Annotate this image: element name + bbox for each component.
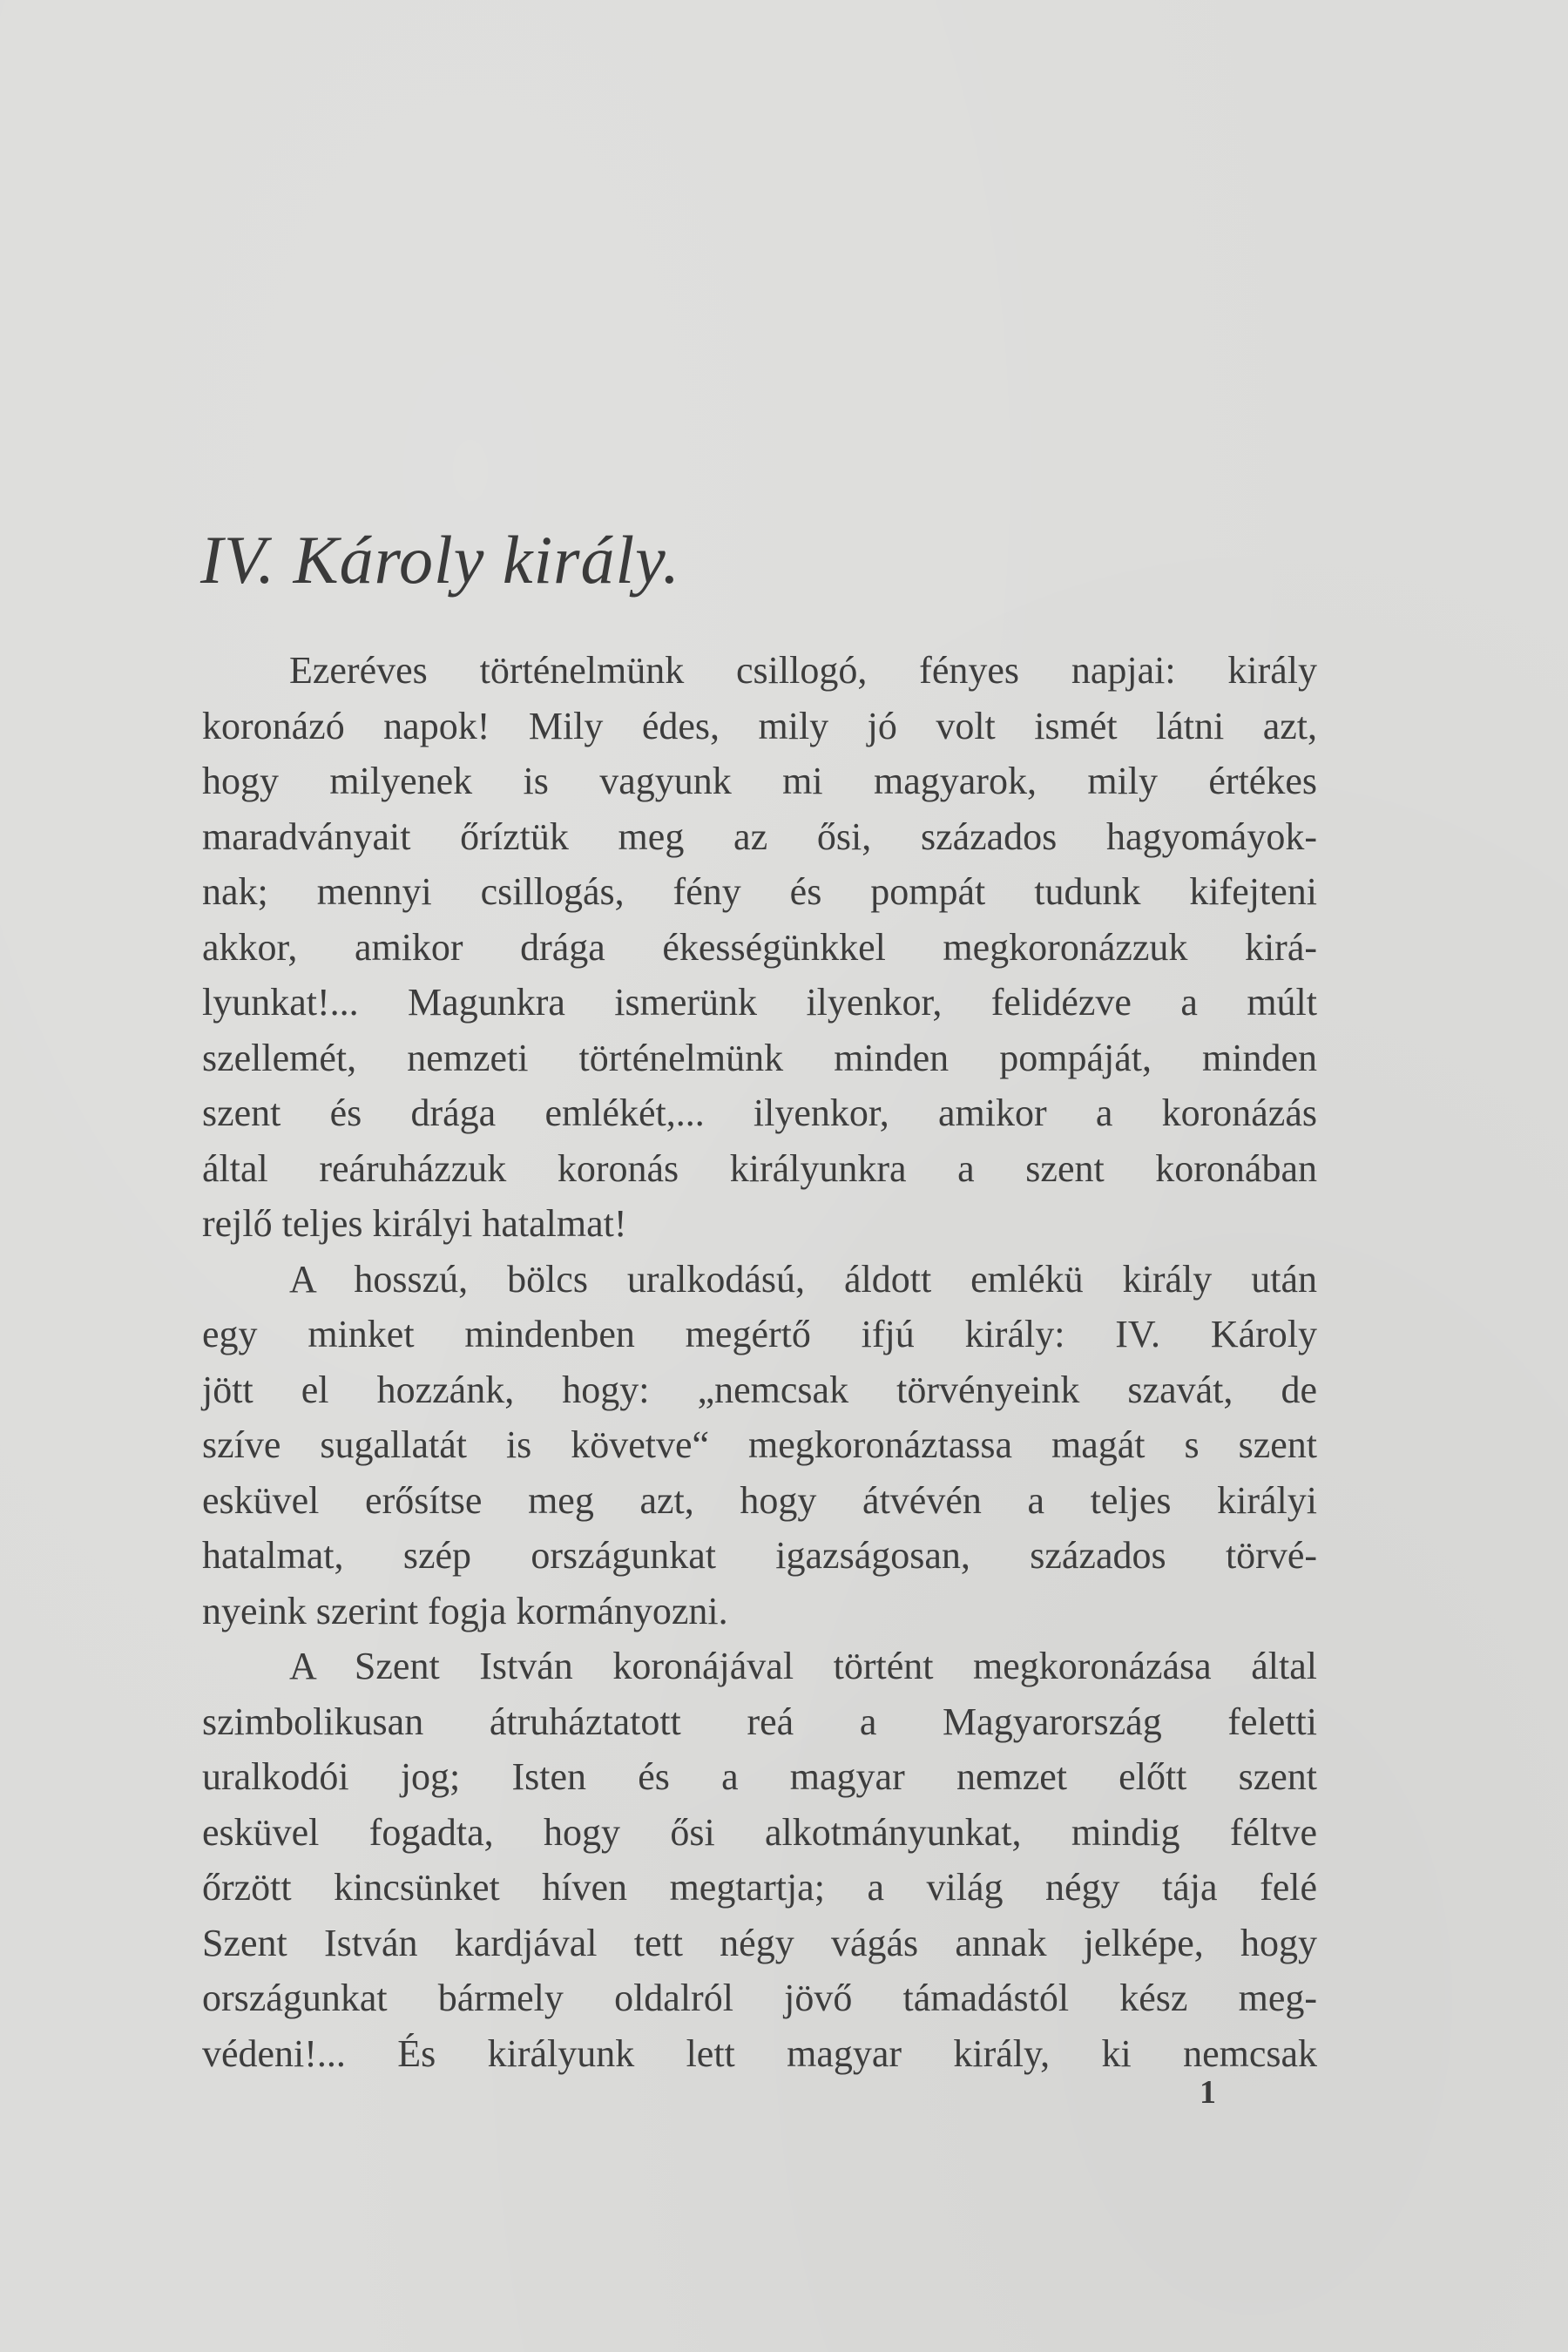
text-line: akkor, amikor drága ékességünkkel megkoronázzuk kirá- — [202, 925, 1317, 969]
text-line: egy minket mindenben megértő ifjú király: IV. Károly — [202, 1313, 1317, 1355]
text-line: nak; mennyi csillogás, fény és pompát tudunk kifejteni — [202, 870, 1317, 913]
text-line: A Szent István koronájával történt megkoronázása által — [289, 1645, 1317, 1687]
page-number: 1 — [1200, 2074, 1216, 2111]
chapter-title: IV. Károly király. — [200, 522, 680, 598]
text-line: esküvel fogadta, hogy ősi alkotmányunkat, mindig féltve — [202, 1810, 1317, 1854]
text-line: szimbolikusan átruháztatott reá a Magyarország feletti — [202, 1700, 1317, 1743]
body-text — [202, 643, 1317, 2081]
text-line: esküvel erősítse meg azt, hogy átvévén a teljes királyi — [202, 1478, 1317, 1522]
text-line: Szent István kardjával tett négy vágás annak jelképe, hogy — [202, 1921, 1317, 1964]
text-line: hatalmat, szép országunkat igazságosan, százados törvé- — [202, 1534, 1317, 1577]
text-line: szíve sugallatát is követve“ megkoronáztassa magát s szent — [202, 1423, 1317, 1466]
text-line: rejlő teljes királyi hatalmat! — [202, 1202, 627, 1245]
text-line: szent és drága emlékét,... ilyenkor, amikor a koronázás — [202, 1092, 1317, 1134]
text-line: lyunkat!... Magunkra ismerünk ilyenkor, felidézve a múlt — [202, 981, 1317, 1024]
text-line: nyeink szerint fogja kormányozni. — [202, 1589, 728, 1632]
text-line: uralkodói jog; Isten és a magyar nemzet előtt szent — [202, 1755, 1317, 1798]
text-line: őrzött kincsünket híven megtartja; a világ négy tája felé — [202, 1866, 1317, 1909]
text-line: jött el hozzánk, hogy: „nemcsak törvényeink szavát, de — [202, 1368, 1317, 1411]
text-line: szellemét, nemzeti történelmünk minden pompáját, minden — [202, 1036, 1317, 1079]
text-line: által reáruházzuk koronás királyunkra a szent koronában — [202, 1146, 1317, 1190]
text-line: országunkat bármely oldalról jövő támadástól kész meg- — [202, 1977, 1317, 2019]
text-line: védeni!... És királyunk lett magyar király, ki nemcsak — [202, 2031, 1317, 2075]
text-line: koronázó napok! Mily édes, mily jó volt ismét látni azt, — [202, 704, 1317, 747]
text-line: maradványait őríztük meg az ősi, százados hagyomáyok- — [202, 814, 1317, 858]
text-line: A hosszú, bölcs uralkodású, áldott emlékü király után — [289, 1257, 1317, 1301]
text-line: hogy milyenek is vagyunk mi magyarok, mily értékes — [202, 760, 1317, 802]
text-line: Ezeréves történelmünk csillogó, fényes napjai: király — [289, 649, 1317, 692]
